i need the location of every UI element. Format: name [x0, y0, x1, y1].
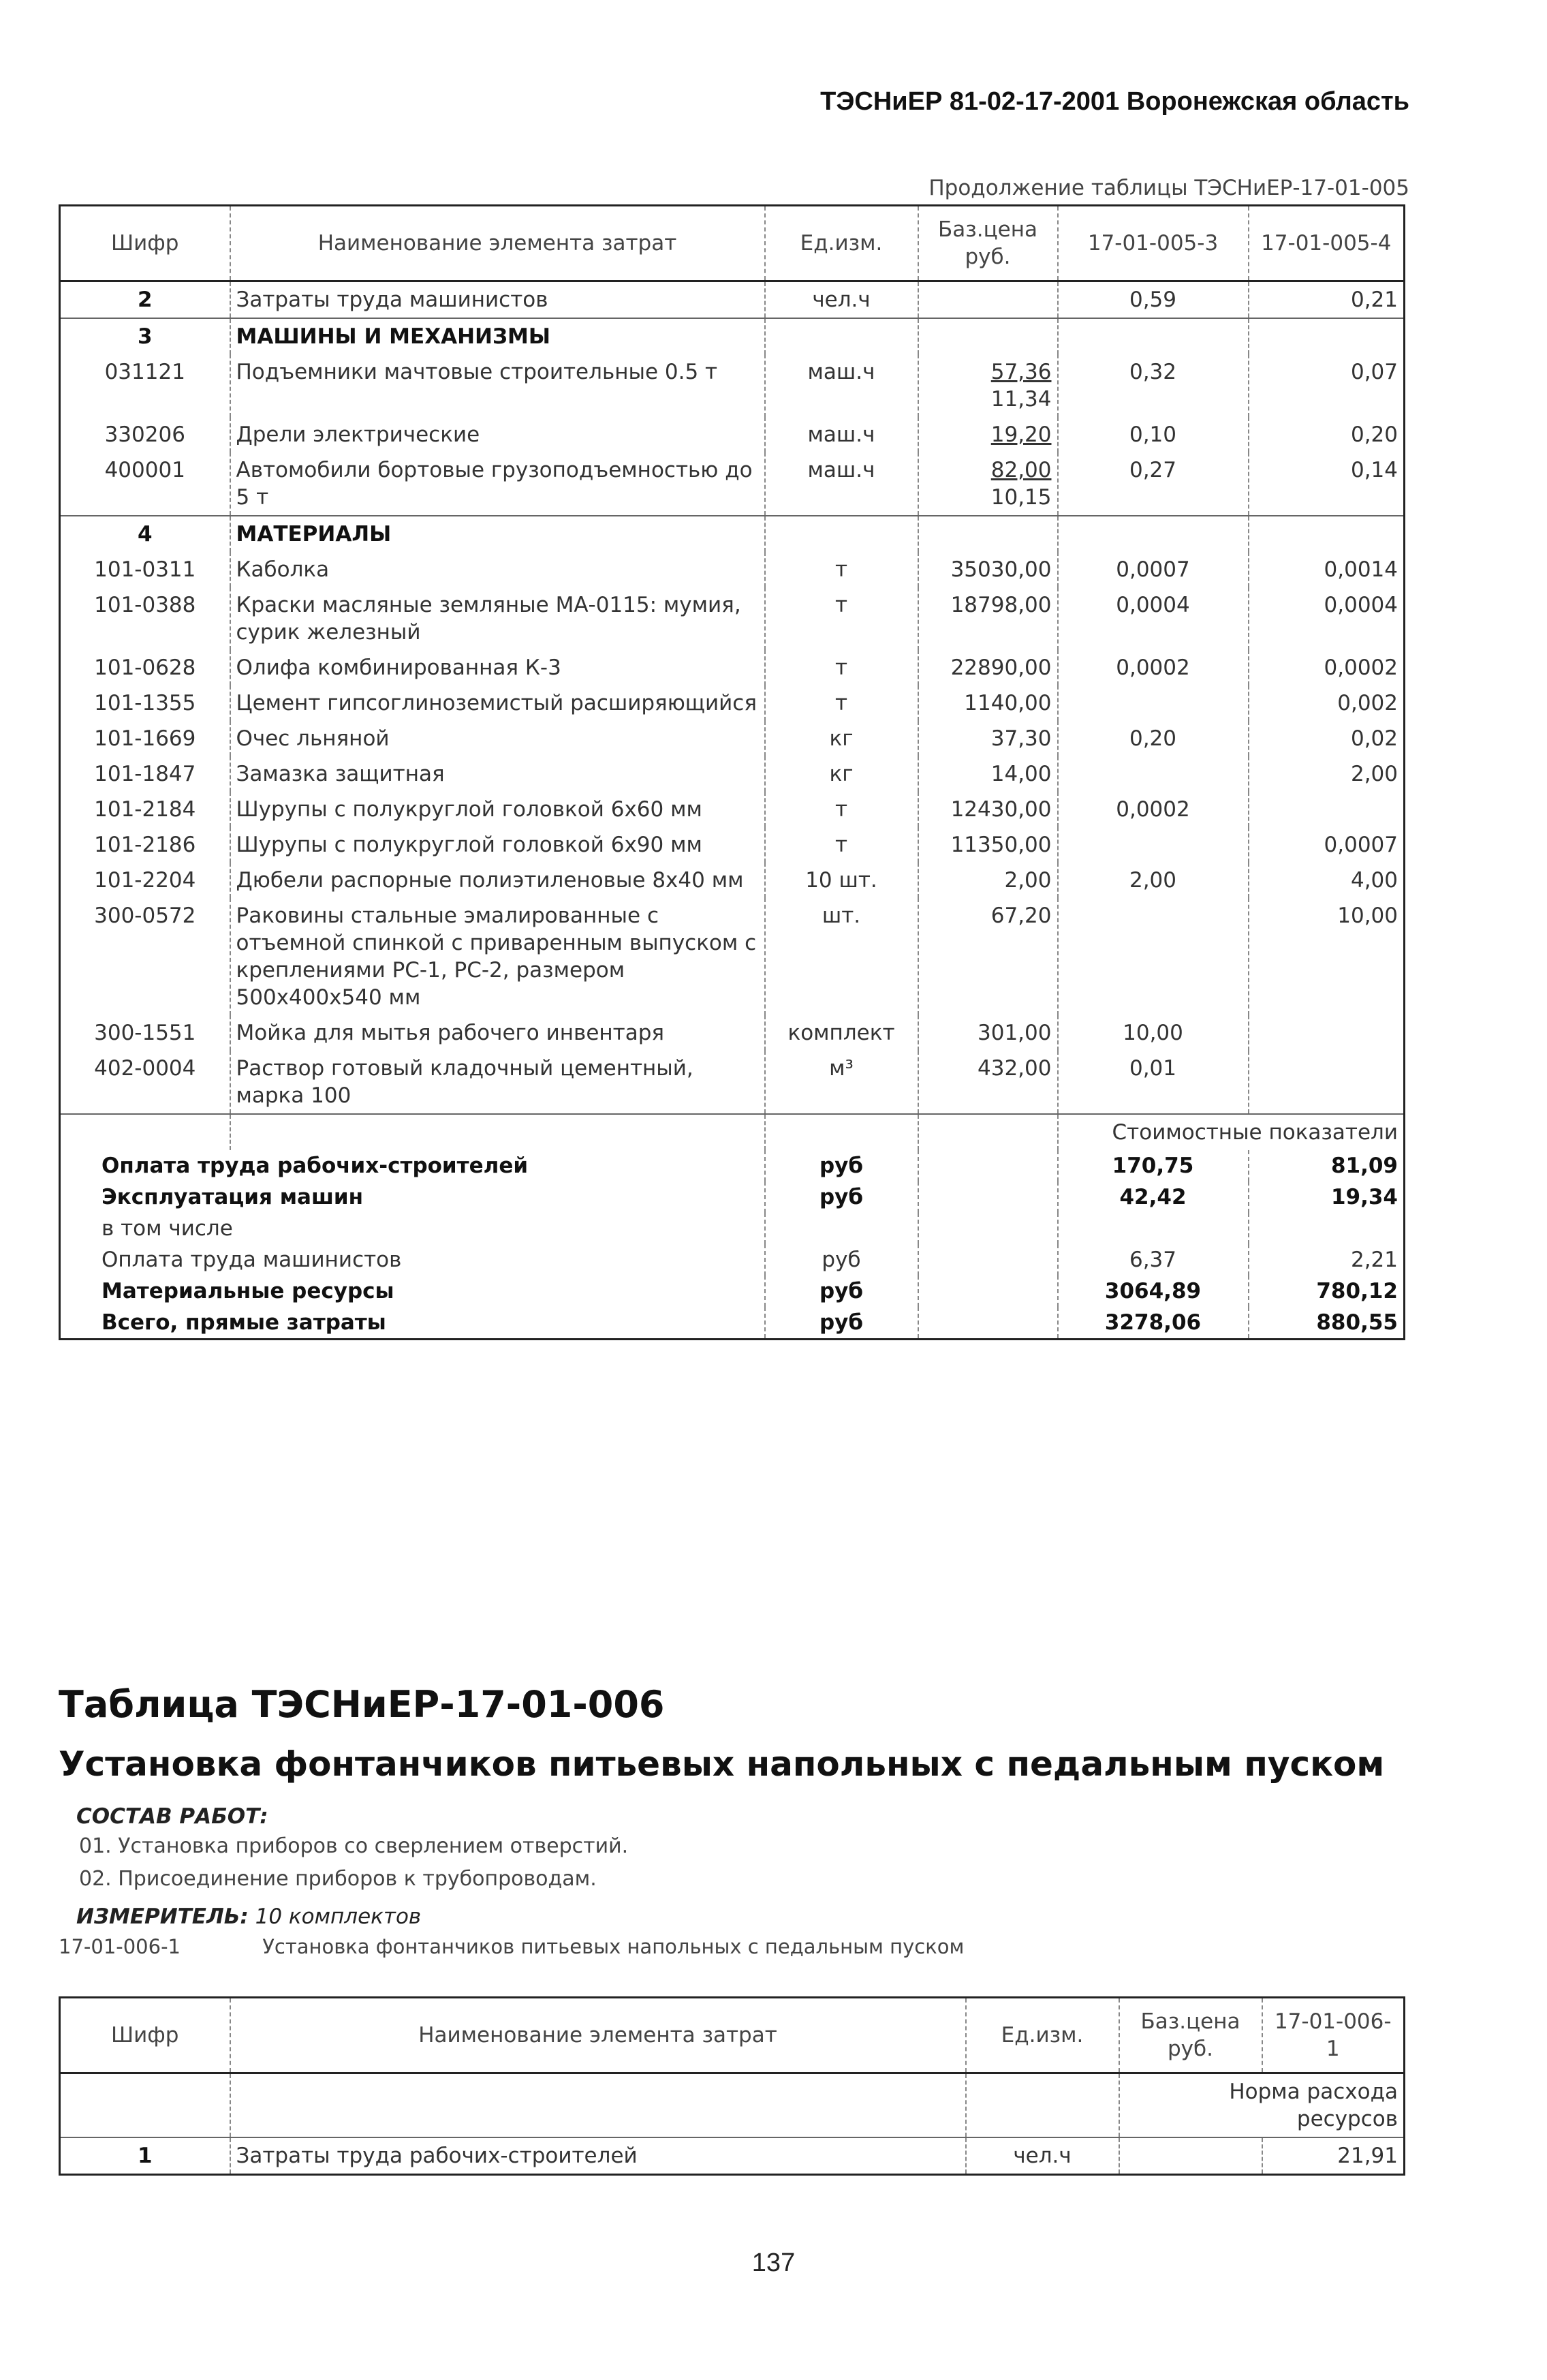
empty-cell [1058, 516, 1249, 552]
column-header: Ед.изм. [765, 206, 918, 281]
row-value-1: 2,00 [1058, 863, 1249, 898]
row-name: Замазка защитная [230, 756, 765, 792]
column-header: Наименование элемента затрат [230, 1998, 966, 2073]
row-code: 1 [137, 2144, 153, 2168]
row-code: 2 [137, 288, 153, 312]
row-unit: 10 шт. [765, 863, 918, 898]
row-price: 301,00 [918, 1015, 1058, 1051]
row-name: Шурупы с полукруглой головкой 6x60 мм [230, 792, 765, 827]
column-header: Наименование элемента затрат [230, 206, 765, 281]
page-number: 137 [751, 2248, 796, 2277]
row-code: 101-1669 [94, 726, 196, 751]
row-value-2: 2,00 [1249, 756, 1405, 792]
row-price: 18798,00 [918, 587, 1058, 650]
row-unit: маш.ч [765, 452, 918, 516]
row-unit: т [765, 552, 918, 587]
row-code: 330206 [104, 422, 185, 447]
document-header-title: ТЭСНиЕР 81-02-17-2001 Воронежская область [820, 87, 1409, 116]
row-unit: комплект [765, 1015, 918, 1051]
table-row [60, 685, 1405, 721]
row-value-1: 0,0002 [1058, 650, 1249, 685]
row-value-1: 0,59 [1058, 281, 1249, 319]
meter-line [76, 1904, 421, 1929]
row-name: Цемент гипсоглиноземистый расширяющийся [230, 685, 765, 721]
row-value-2: 0,07 [1249, 354, 1405, 417]
row-code: 400001 [104, 458, 185, 482]
row-name: Дрели электрические [230, 417, 765, 452]
column-header: 17-01-005-3 [1058, 206, 1249, 281]
empty-cell [918, 1213, 1058, 1244]
table-row [60, 417, 1405, 452]
section-row-materials [60, 516, 1405, 552]
row-name: Олифа комбинированная К-3 [230, 650, 765, 685]
row-price-labor: 11,34 [990, 387, 1052, 412]
row-code: 101-2184 [94, 797, 196, 822]
work-item: 02. Присоединение приборов к трубопроводам. [79, 1867, 597, 1891]
table-row [60, 756, 1405, 792]
row-value-1: 0,10 [1058, 417, 1249, 452]
summary-unit: руб [765, 1244, 918, 1276]
row-value-2: 0,21 [1249, 281, 1405, 319]
summary-value-1: 3278,06 [1058, 1307, 1249, 1340]
row-unit: т [765, 650, 918, 685]
summary-value-1: 170,75 [1058, 1150, 1249, 1181]
row-value-2: 10,00 [1249, 898, 1405, 1015]
row-unit: кг [765, 721, 918, 756]
column-header: 17-01-005-4 [1249, 206, 1405, 281]
summary-label: Материальные ресурсы [101, 1279, 394, 1303]
summary-row [60, 1181, 1405, 1213]
summary-unit: руб [765, 1276, 918, 1307]
row-value-2 [1249, 1051, 1405, 1114]
row-price [918, 417, 1058, 452]
row-price: 432,00 [918, 1051, 1058, 1114]
column-header: 17-01-006-1 [1262, 1998, 1405, 2073]
row-value-2: 0,0002 [1249, 650, 1405, 685]
cost-header-row [60, 1114, 1405, 1150]
row-value-2: 0,002 [1249, 685, 1405, 721]
summary-value-2: 81,09 [1249, 1150, 1405, 1181]
summary-label: Оплата труда рабочих-строителей [101, 1154, 529, 1178]
row-price [918, 281, 1058, 319]
row-name: Подъемники мачтовые строительные 0.5 т [230, 354, 765, 417]
norm-header-row [60, 2073, 1405, 2138]
row-price [918, 354, 1058, 417]
empty-cell [918, 1307, 1058, 1340]
row-value-1: 0,32 [1058, 354, 1249, 417]
table-row [60, 452, 1405, 516]
norm-description: Установка фонтанчиков питьевых напольных с педальным пуском [262, 1935, 965, 1958]
row-name: Затраты труда рабочих-строителей [230, 2137, 966, 2175]
row-value-2: 4,00 [1249, 863, 1405, 898]
row-price-value: 19,20 [990, 422, 1052, 447]
summary-row [60, 1213, 1405, 1244]
table-row [60, 281, 1405, 319]
row-code: 101-0628 [94, 655, 196, 680]
row-code: 031121 [104, 360, 185, 384]
row-unit: чел.ч [765, 281, 918, 319]
table-title-17-01-006: Таблица ТЭСНиЕР-17-01-006 [59, 1683, 665, 1726]
table-row [60, 1015, 1405, 1051]
row-name: Шурупы с полукруглой головкой 6x90 мм [230, 827, 765, 863]
summary-value-2: 780,12 [1249, 1276, 1405, 1307]
row-price-value: 57,36 [990, 360, 1052, 384]
column-header: Шифр [60, 1998, 230, 2073]
row-code: 300-0572 [94, 903, 196, 928]
summary-value-2 [1249, 1213, 1405, 1244]
summary-unit: руб [765, 1181, 918, 1213]
row-unit: чел.ч [966, 2137, 1119, 2175]
row-value-1: 0,20 [1058, 721, 1249, 756]
row-code: 101-2204 [94, 868, 196, 893]
empty-cell [918, 516, 1058, 552]
column-header: Шифр [60, 206, 230, 281]
meter-label: ИЗМЕРИТЕЛЬ: [76, 1904, 249, 1929]
table-row [60, 898, 1405, 1015]
section-code: 3 [60, 318, 230, 354]
row-unit: маш.ч [765, 417, 918, 452]
work-item: 01. Установка приборов со сверлением отверстий. [79, 1834, 629, 1858]
row-value-1 [1058, 685, 1249, 721]
summary-unit: руб [765, 1150, 918, 1181]
row-value-2: 0,0007 [1249, 827, 1405, 863]
row-value-1: 21,91 [1262, 2137, 1405, 2175]
summary-label: Эксплуатация машин [101, 1185, 364, 1209]
table-row [60, 354, 1405, 417]
row-name: Краски масляные земляные МА-0115: мумия, сурик железный [230, 587, 765, 650]
row-value-1 [1058, 898, 1249, 1015]
row-price: 22890,00 [918, 650, 1058, 685]
summary-value-1: 6,37 [1058, 1244, 1249, 1276]
row-unit: т [765, 827, 918, 863]
row-value-2: 0,20 [1249, 417, 1405, 452]
summary-row [60, 1150, 1405, 1181]
row-name: Раковины стальные эмалированные с отъемной спинкой с приваренным выпуском с креплениями РС-1, РС-2, размером 500x400x540 мм [230, 898, 765, 1015]
summary-label: Всего, прямые затраты [101, 1310, 386, 1335]
row-value-1 [1058, 756, 1249, 792]
summary-label: в том числе [101, 1216, 233, 1241]
empty-cell [918, 1276, 1058, 1307]
table-subtitle: Установка фонтанчиков питьевых напольных с педальным пуском [59, 1744, 1385, 1784]
row-name: Дюбели распорные полиэтиленовые 8x40 мм [230, 863, 765, 898]
empty-cell [918, 1181, 1058, 1213]
meter-value: 10 комплектов [255, 1904, 422, 1929]
table-row [60, 1051, 1405, 1114]
row-value-1 [1058, 827, 1249, 863]
row-price [1119, 2137, 1262, 2175]
row-unit: т [765, 685, 918, 721]
row-value-1: 0,0002 [1058, 792, 1249, 827]
norm-header: Норма расхода ресурсов [1119, 2073, 1405, 2138]
row-value-2: 0,0014 [1249, 552, 1405, 587]
row-value-1: 0,0004 [1058, 587, 1249, 650]
row-name: Раствор готовый кладочный цементный, марка 100 [230, 1051, 765, 1114]
work-composition-label: СОСТАВ РАБОТ: [76, 1804, 268, 1829]
summary-value-2: 2,21 [1249, 1244, 1405, 1276]
row-unit: м³ [765, 1051, 918, 1114]
row-code: 402-0004 [94, 1056, 196, 1081]
summary-unit: руб [765, 1307, 918, 1340]
table-row [60, 650, 1405, 685]
column-header: Баз.цена руб. [918, 206, 1058, 281]
empty-cell [918, 1114, 1058, 1150]
row-unit: т [765, 792, 918, 827]
row-unit: т [765, 587, 918, 650]
row-name: Автомобили бортовые грузоподъемностью до 5 т [230, 452, 765, 516]
table-header-row [60, 206, 1405, 281]
row-unit: кг [765, 756, 918, 792]
summary-unit [765, 1213, 918, 1244]
row-value-2 [1249, 792, 1405, 827]
table-continuation-note: Продолжение таблицы ТЭСНиЕР-17-01-005 [928, 176, 1409, 200]
column-header: Баз.цена руб. [1119, 1998, 1262, 2073]
summary-value-1: 42,42 [1058, 1181, 1249, 1213]
table-row [60, 792, 1405, 827]
row-unit: маш.ч [765, 354, 918, 417]
summary-row [60, 1276, 1405, 1307]
table-row [60, 827, 1405, 863]
summary-value-2: 880,55 [1249, 1307, 1405, 1340]
row-value-1: 10,00 [1058, 1015, 1249, 1051]
section-name: МАШИНЫ И МЕХАНИЗМЫ [230, 318, 765, 354]
row-code: 101-0388 [94, 593, 196, 617]
column-header: Ед.изм. [966, 1998, 1119, 2073]
table-row [60, 587, 1405, 650]
row-price: 11350,00 [918, 827, 1058, 863]
resource-table-17-01-005 [59, 204, 1405, 1340]
empty-cell [918, 1244, 1058, 1276]
row-price: 14,00 [918, 756, 1058, 792]
summary-label: Оплата труда машинистов [101, 1248, 402, 1272]
empty-cell [1249, 516, 1405, 552]
row-name: Очес льняной [230, 721, 765, 756]
row-unit: шт. [765, 898, 918, 1015]
empty-cell [765, 1114, 918, 1150]
row-price: 12430,00 [918, 792, 1058, 827]
row-name: Каболка [230, 552, 765, 587]
empty-cell [60, 1114, 230, 1150]
row-price [918, 452, 1058, 516]
resource-table-17-01-006 [59, 1996, 1405, 2176]
norm-reference-line [59, 1935, 964, 1958]
table-header-row [60, 1998, 1405, 2073]
summary-row [60, 1307, 1405, 1340]
row-code: 101-2186 [94, 833, 196, 857]
row-value-2 [1249, 1015, 1405, 1051]
section-name: МАТЕРИАЛЫ [230, 516, 765, 552]
row-value-1: 0,01 [1058, 1051, 1249, 1114]
row-price: 2,00 [918, 863, 1058, 898]
row-price-value: 82,00 [990, 458, 1052, 482]
table-row [60, 552, 1405, 587]
empty-cell [918, 1150, 1058, 1181]
empty-cell [765, 516, 918, 552]
row-price: 35030,00 [918, 552, 1058, 587]
section-code: 4 [60, 516, 230, 552]
norm-code: 17-01-006-1 [59, 1935, 181, 1958]
row-value-2: 0,14 [1249, 452, 1405, 516]
table-row [60, 721, 1405, 756]
table-row [60, 2137, 1405, 2175]
row-price-labor: 10,15 [990, 485, 1052, 510]
row-code: 101-1847 [94, 762, 196, 786]
summary-value-1 [1058, 1213, 1249, 1244]
row-code: 101-0311 [94, 557, 196, 582]
section-row-machines [60, 318, 1405, 354]
row-value-2: 0,02 [1249, 721, 1405, 756]
row-price: 37,30 [918, 721, 1058, 756]
cost-header: Стоимостные показатели [1058, 1114, 1405, 1150]
row-value-2: 0,0004 [1249, 587, 1405, 650]
row-value-1: 0,0007 [1058, 552, 1249, 587]
row-value-1: 0,27 [1058, 452, 1249, 516]
row-name: Мойка для мытья рабочего инвентаря [230, 1015, 765, 1051]
row-code: 300-1551 [94, 1021, 196, 1045]
row-name: Затраты труда машинистов [230, 281, 765, 319]
summary-value-1: 3064,89 [1058, 1276, 1249, 1307]
row-price: 67,20 [918, 898, 1058, 1015]
table-row [60, 863, 1405, 898]
row-code: 101-1355 [94, 691, 196, 715]
summary-row [60, 1244, 1405, 1276]
summary-value-2: 19,34 [1249, 1181, 1405, 1213]
empty-cell [230, 1114, 765, 1150]
row-price: 1140,00 [918, 685, 1058, 721]
